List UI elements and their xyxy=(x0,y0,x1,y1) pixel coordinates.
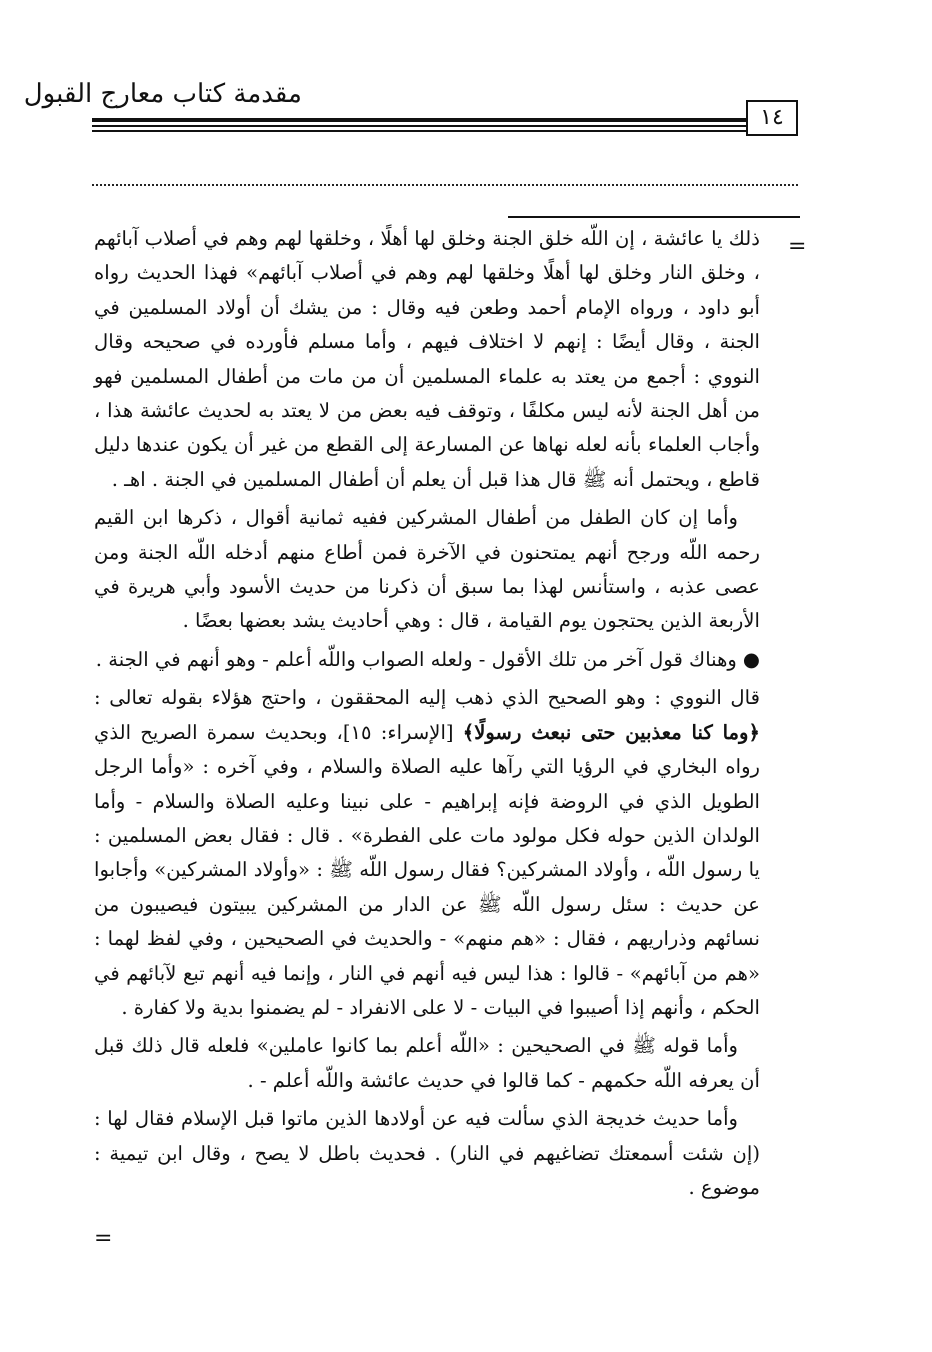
running-header-title: مقدمة كتاب معارج القبول xyxy=(23,79,302,109)
header-rule-thin-2 xyxy=(92,130,748,132)
footnote-separator xyxy=(508,216,800,218)
paragraph-2: وأما إن كان الطفل من أطفال المشركين ففيه ثمانية أقوال ، ذكرها ابن القيم رحمه اللّه ورجح أنهم يمتحنون في الآخرة فمن أطاع منهم أدخله اللّه الجنة ومن عصى عذبه ، واستأنس لهذا بما سبق أن ذكرنا من حديث الأسود وأبي هريرة في الأربعة الذين يحتجون يوم القيامة ، قال : وهي أحاديث يشد بعضها بعضًا . xyxy=(94,506,760,633)
paragraph-4-text-after: [الإسراء: ١٥]، وبحديث سمرة الصريح الذي رواه البخاري في الرؤيا التي رآها عليه الصلاة والسلام ، وفي آخره : «وأما الرجل الطويل الذي في الروضة فإنه إبراهيم - على نبينا وعليه الصلاة والسلام - وأما الولدان الذين حوله فكل مولود مات على الفطرة» . قال : فقال بعض المسلمين : يا رسول اللّه ، وأولاد المشركين؟ فقال رسول اللّه ﷺ : «وأولاد المشركين» وأجابوا عن حديث : سئل رسول اللّه ﷺ عن الدار من المشركين يبيتون فيصيبون من نسائهم وذراريهم ، فقال : «هم منهم» - والحديث في الصحيحين ، وفي لفظ لهما : «هم من آبائهم» - قالوا : هذا ليس فيه أنهم في النار ، وإنما فيه أنهم تبع لآبائهم في الحكم ، وأنهم إذا أصيبوا في البيات - لا على الانفراد - لم يضمنوا بدية ولا كفارة . xyxy=(94,720,760,1019)
page-number: ١٤ xyxy=(746,100,798,136)
paragraph-3 xyxy=(94,643,760,677)
bullet-icon: ● xyxy=(742,647,760,671)
header-rule-thin-1 xyxy=(92,125,748,127)
paragraph-3-text: وهناك قول آخر من تلك الأقول - ولعله الصواب واللّه أعلم - وهو أنهم في الجنة . xyxy=(95,647,737,671)
dotted-separator xyxy=(92,184,798,186)
paragraph-4 xyxy=(94,681,760,1025)
paragraph-6: وأما حديث خديجة الذي سألت فيه عن أولادها الذين ماتوا قبل الإسلام فقال لها : (إن شئت أسمعتك تضاغيهم في النار) . فحديث باطل لا يصح ، وقال ابن تيمية : موضوع . xyxy=(94,1107,760,1199)
header-rule-thick xyxy=(92,118,748,122)
continuation-mark-bottom: = xyxy=(94,1226,113,1251)
paragraph-1: ذلك يا عائشة ، إن اللّه خلق الجنة وخلق لها أهلًا ، وخلقها لهم وهم في أصلاب آبائهم ، وخلق النار وخلق لها أهلًا وخلقها لهم وهم في أصلاب آبائهم» فهذا الحديث رواه أبو داود ، ورواه الإمام أحمد وطعن فيه وقال : من يشك أن أولاد المسلمين في الجنة ، وقال أيضًا : إنهم لا اختلاف فيهم ، وأما مسلم فأورده في صحيحه وقال النووي : أجمع من يعتد به علماء المسلمين أن من مات من أطفال المسلمين فهو من أهل الجنة لأنه ليس مكلفًا ، وتوقف فيه بعض من لا يعتد به لحديث عائشة هذا ، وأجاب العلماء بأنه لعله نهاها عن المسارعة إلى القطع من غير أن يكون عندها دليل قاطع ، ويحتمل أنه ﷺ قال هذا قبل أن يعلم أن أطفال المسلمين في الجنة . اهـ . xyxy=(94,227,760,491)
quran-verse: ﴿وما كنا معذبين حتى نبعث رسولًا﴾ xyxy=(462,720,760,744)
continuation-mark-top: = xyxy=(788,234,807,259)
paragraph-4-text-before: قال النووي : وهو الصحيح الذي ذهب إليه المحققون ، واحتج هؤلاء بقوله تعالى : xyxy=(94,686,760,710)
footnote-body xyxy=(94,222,760,1209)
paragraph-5: وأما قوله ﷺ في الصحيحين : «اللّه أعلم بما كانوا عاملين» فلعله قال ذلك قبل أن يعرفه اللّه حكمهم - كما قالوا في حديث عائشة واللّه أعلم - . xyxy=(94,1034,760,1092)
